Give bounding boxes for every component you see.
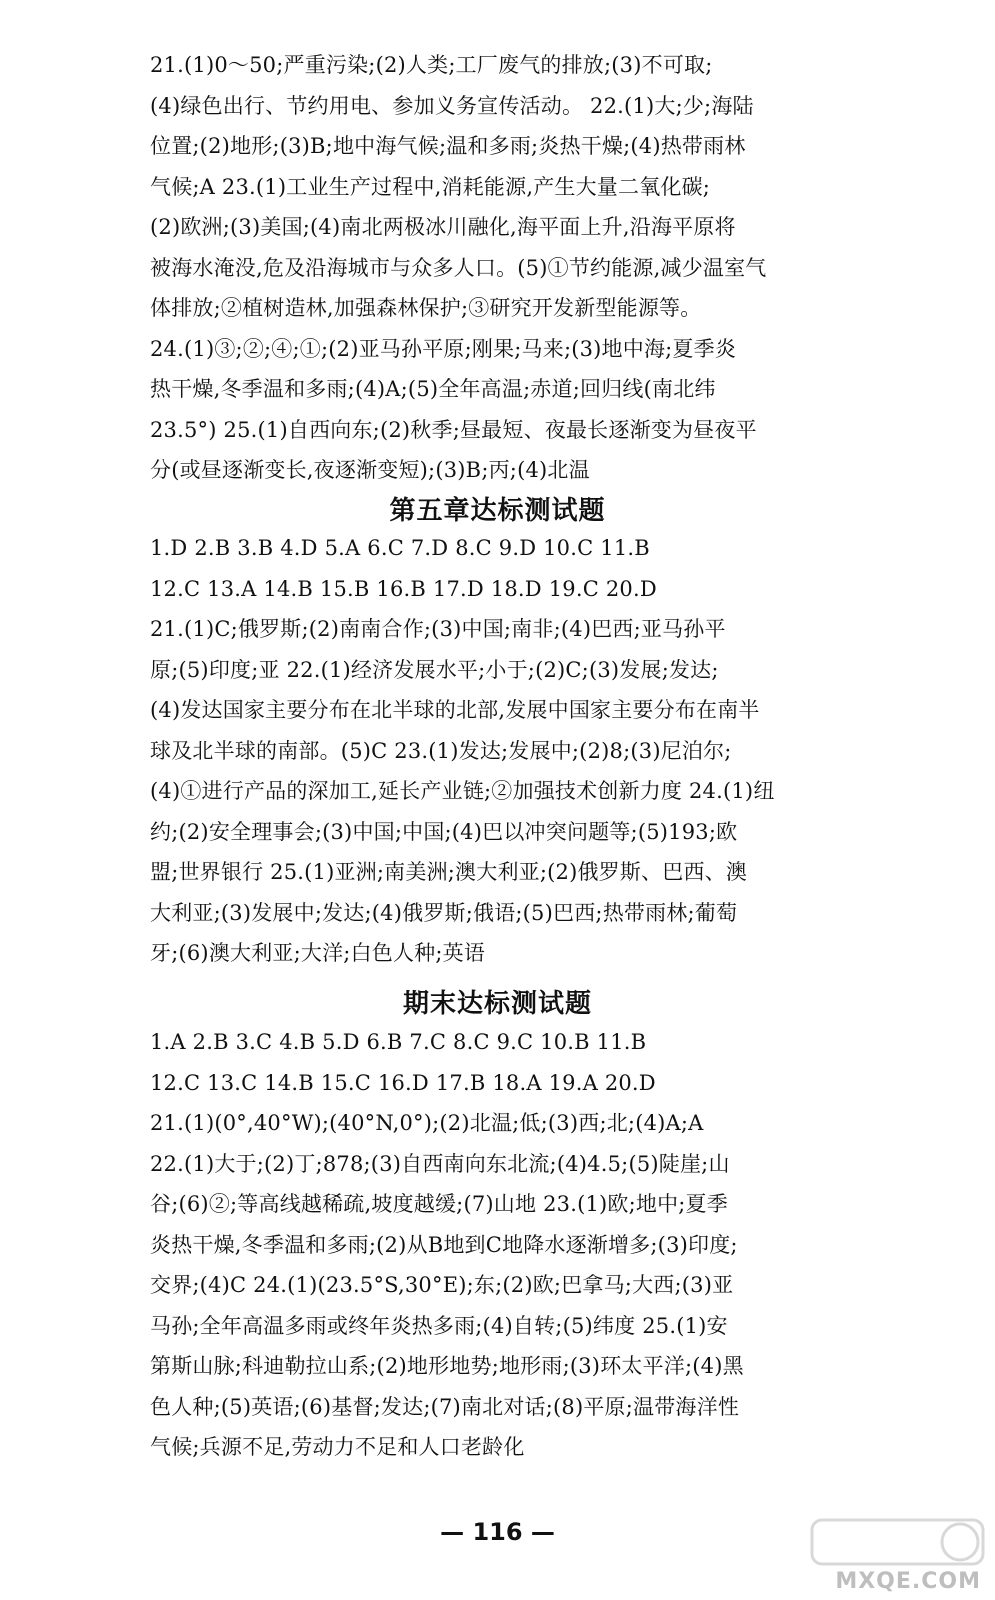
answer-line: 球及北半球的南部。(5)C 23.(1)发达;发展中;(2)8;(3)尼泊尔; [150,738,732,763]
answer-line: 体排放;②植树造林,加强森林保护;③研究开发新型能源等。 [150,296,702,320]
answer-line: 大利亚;(3)发展中;发达;(4)俄罗斯;俄语;(5)巴西;热带雨林;葡萄 [150,900,738,925]
answer-line: 位置;(2)地形;(3)B;地中海气候;温和多雨;炎热干燥;(4)热带雨林 [150,134,746,158]
final-exam-answers [150,1022,780,1468]
answer-line: 24.(1)③;②;④;①;(2)亚马孙平原;刚果;马来;(3)地中海;夏季炎 [150,336,737,361]
page-number: — 116 — [440,1518,555,1546]
answer-line: 23.5°) 25.(1)自西向东;(2)秋季;昼最短、夜最长逐渐变为昼夜平 [150,417,757,442]
answer-line: 炎热干燥,冬季温和多雨;(2)从B地到C地降水逐渐增多;(3)印度; [150,1232,738,1257]
answer-line: 第斯山脉;科迪勒拉山系;(2)地形地势;地形雨;(3)环太平洋;(4)黑 [150,1354,744,1378]
answer-line: 分(或昼逐渐变长,夜逐渐变短);(3)B;丙;(4)北温 [150,458,590,482]
previous-chapter-answers [150,45,780,491]
chapter5-title: 第五章达标测试题 [389,496,606,526]
answer-line: 被海水淹没,危及沿海城市与众多人口。(5)①节约能源,减少温室气 [150,255,767,280]
answer-line: 盟;世界银行 25.(1)亚洲;南美洲;澳大利亚;(2)俄罗斯、巴西、澳 [150,860,748,884]
answer-line: 热干燥,冬季温和多雨;(4)A;(5)全年高温;赤道;回归线(南北纬 [150,377,716,401]
answer-line: 原;(5)印度;亚 22.(1)经济发展水平;小于;(2)C;(3)发展;发达; [150,657,719,682]
answer-line: (2)欧洲;(3)美国;(4)南北两极冰川融化,海平面上升,沿海平原将 [150,215,736,239]
answer-line: 12.C 13.C 14.B 15.C 16.D 17.B 18.A 19.A 20.D [150,1070,656,1095]
answer-line: 21.(1)C;俄罗斯;(2)南南合作;(3)中国;南非;(4)巴西;亚马孙平 [150,617,726,641]
answer-line: 谷;(6)②;等高线越稀疏,坡度越缓;(7)山地 23.(1)欧;地中;夏季 [150,1192,728,1216]
answer-line: 色人种;(5)英语;(6)基督;发达;(7)南北对话;(8)平原;温带海洋性 [150,1394,740,1419]
answer-line: (4)发达国家主要分布在北半球的北部,发展中国家主要分布在南半 [150,698,760,722]
answer-line: (4)①进行产品的深加工,延长产业链;②加强技术创新力度 24.(1)纽 [150,779,775,803]
answer-line: (4)绿色出行、节约用电、参加义务宣传活动。 22.(1)大;少;海陆 [150,93,754,118]
answer-line: 21.(1)(0°,40°W);(40°N,0°);(2)北温;低;(3)西;北;(4)A;A [150,1111,704,1135]
final-exam-title: 期末达标测试题 [402,989,592,1019]
answer-line: 马孙;全年高温多雨或终年炎热多雨;(4)自转;(5)纬度 25.(1)安 [150,1313,728,1338]
answer-line: 1.D 2.B 3.B 4.D 5.A 6.C 7.D 8.C 9.D 10.C 11.B [150,536,650,560]
watermark-text: MXQE.COM [835,1569,981,1594]
answer-line: 12.C 13.A 14.B 15.B 16.B 17.D 18.D 19.C 20.D [150,576,657,601]
answer-line: 约;(2)安全理事会;(3)中国;中国;(4)巴以冲突问题等;(5)193;欧 [150,819,738,844]
answer-line: 气候;A 23.(1)工业生产过程中,消耗能源,产生大量二氧化碳; [150,174,711,199]
answer-line: 22.(1)大于;(2)丁;878;(3)自西南向东北流;(4)4.5;(5)陡崖;山 [150,1151,730,1176]
answer-line: 牙;(6)澳大利亚;大洋;白色人种;英语 [150,941,486,965]
answer-line: 交界;(4)C 24.(1)(23.5°S,30°E);东;(2)欧;巴拿马;大西;(3)亚 [150,1273,734,1297]
answer-line: 21.(1)0～50;严重污染;(2)人类;工厂废气的排放;(3)不可取; [150,53,713,77]
answer-line: 气候;兵源不足,劳动力不足和人口老龄化 [150,1435,525,1459]
chapter5-answers [150,528,780,974]
answer-line: 1.A 2.B 3.C 4.B 5.D 6.B 7.C 8.C 9.C 10.B 11.B [150,1030,647,1054]
